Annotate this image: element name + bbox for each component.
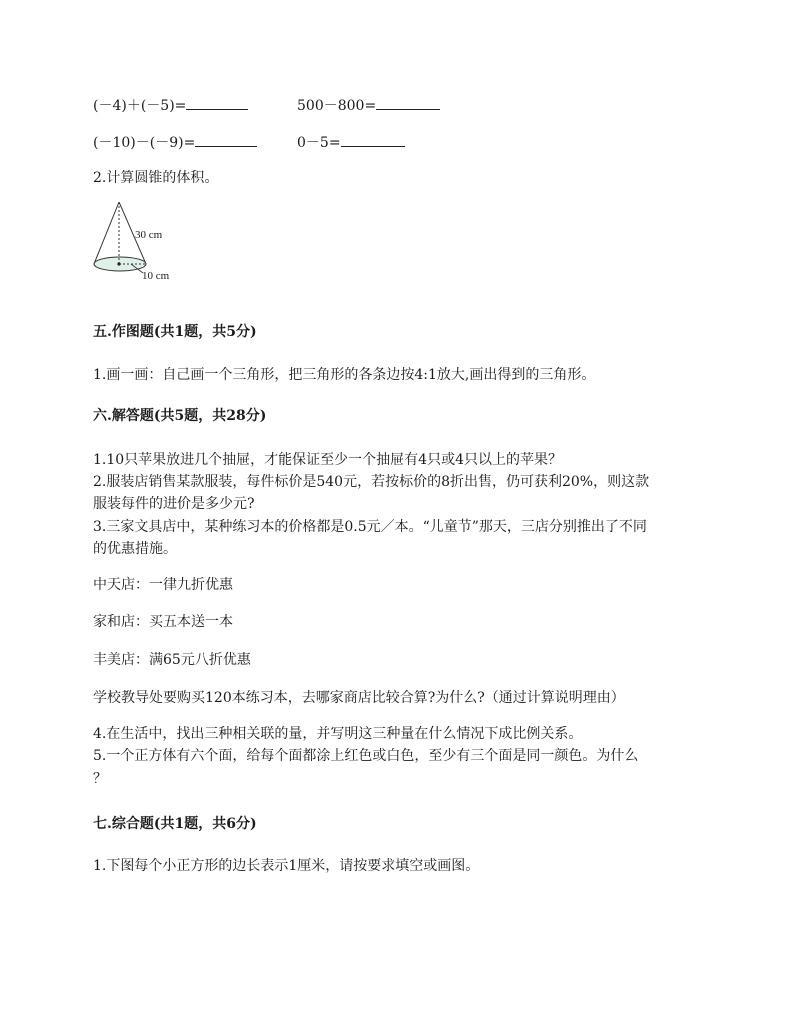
section6-q2a: 2.服装店销售某款服装，每件标价是540元，若按标价的8折出售，仍可获利20%，则这款 (93, 474, 650, 490)
section6-q4: 4.在生活中，找出三种相关联的量，并写明这三种量在什么情况下成比例关系。 (93, 726, 583, 742)
cone-figure (88, 200, 188, 288)
calc-q1d: 0－5= (297, 135, 341, 151)
calc-q1b: 500－800= (297, 98, 377, 114)
calc-row-2 (93, 132, 257, 153)
shop-fengmei: 丰美店：满65元八折优惠 (93, 652, 251, 668)
section6-q5b: ？ (93, 771, 107, 787)
section6-q3c: 学校教导处要购买120本练习本，去哪家商店比较合算?为什么?（通过计算说明理由） (93, 690, 625, 706)
calc-q1c: (－10)－(－9)= (93, 135, 196, 151)
cone-radius-label: 10 cm (142, 270, 170, 282)
calc-q1a: (－4)＋(－5)= (93, 98, 187, 114)
section6-heading: 六.解答题(共5题，共28分) (93, 408, 267, 424)
section5-heading: 五.作图题(共1题，共5分) (93, 324, 257, 340)
answer-blank[interactable] (186, 95, 248, 110)
answer-blank[interactable] (376, 95, 440, 110)
section6-q2b: 服装每件的进价是多少元? (93, 496, 255, 512)
answer-blank[interactable] (341, 132, 405, 147)
shop-jiahe: 家和店：买五本送一本 (93, 614, 233, 630)
answer-blank[interactable] (195, 132, 257, 147)
section7-q1: 1.下图每个小正方形的边长表示1厘米，请按要求填空或画图。 (93, 858, 480, 874)
calc-row-1 (93, 95, 248, 116)
section5-q1: 1.画一画：自己画一个三角形，把三角形的各条边按4:1放大,画出得到的三角形。 (93, 367, 596, 383)
section6-q5a: 5.一个正方体有六个面，给每个面都涂上红色或白色，至少有三个面是同一颜色。为什么 (93, 748, 639, 764)
section6-q1: 1.10只苹果放进几个抽屉，才能保证至少一个抽屉有4只或4只以上的苹果？ (93, 452, 562, 468)
section6-q3a: 3.三家文具店中，某种练习本的价格都是0.5元／本。“儿童节”那天，三店分别推出了不同 (93, 519, 647, 535)
calc-row-1b (297, 95, 440, 116)
cone-height-label: 30 cm (135, 229, 163, 241)
section7-heading: 七.综合题(共1题，共6分) (93, 816, 257, 832)
calc-row-2b (297, 132, 405, 153)
section6-q3b: 的优惠措施。 (93, 541, 177, 557)
cone-question: 2.计算圆锥的体积。 (93, 170, 219, 186)
shop-zhongtian: 中天店：一律九折优惠 (93, 577, 233, 593)
